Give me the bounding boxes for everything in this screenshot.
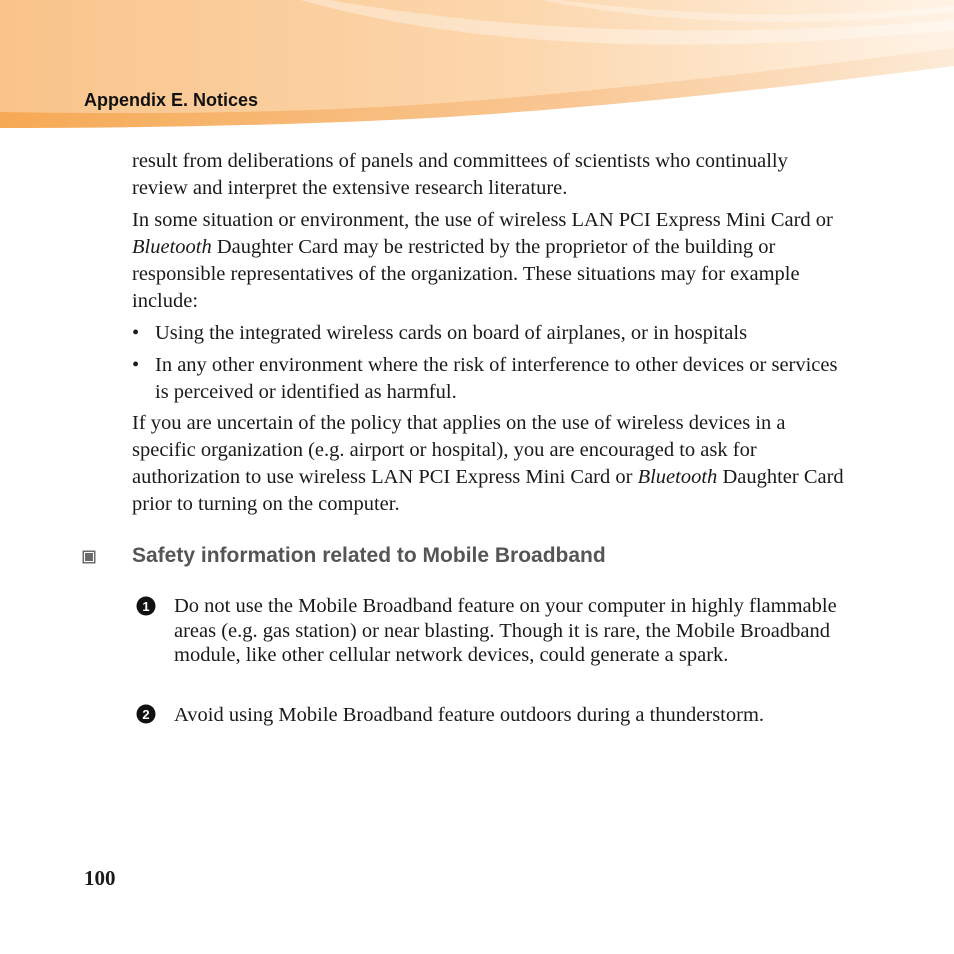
svg-text:1: 1 <box>142 599 150 614</box>
page-header-title: Appendix E. Notices <box>84 90 259 110</box>
number-one-icon <box>136 596 156 616</box>
paragraph-policy-text-1: If you are uncertain of the policy that applies on the use of wireless devices in a specific organization (e.g. airport or hospital), you are encouraged to ask for authorization to use wireless LAN PCI Express Mini Card or <box>132 412 786 488</box>
paragraph-restrictions-text-2: Daughter Card may be restricted by the proprietor of the building or responsible representatives of the organization. These situations may for example include: <box>132 236 800 312</box>
bluetooth-term: Bluetooth <box>132 236 212 258</box>
section-heading-text: Safety information related to Mobile Broadband <box>132 544 606 567</box>
list-item-text: In any other environment where the risk of interference to other devices or services is perceived or identified as harmful. <box>155 354 838 403</box>
paragraph-restrictions-text-1: In some situation or environment, the use of wireless LAN PCI Express Mini Card or <box>132 209 833 231</box>
list-item <box>132 320 852 347</box>
numbered-item-text: Do not use the Mobile Broadband feature on your computer in highly flammable areas (e.g. gas station) or near blasting. Though it is rare, the Mobile Broadband module, like other cellular network devices, could generate a spark. <box>174 595 837 666</box>
paragraph-policy <box>132 410 852 518</box>
square-bullet-icon <box>82 550 96 564</box>
bullet-icon: • <box>132 354 140 376</box>
paragraph-research: result from deliberations of panels and committees of scientists who continually review and interpret the extensive research literature. <box>132 150 788 199</box>
number-two-icon <box>136 704 156 724</box>
bluetooth-term: Bluetooth <box>637 466 718 488</box>
paragraph-policy-text-2: Daughter Card prior to turning on the computer. <box>132 466 844 515</box>
bullet-icon: • <box>132 322 140 344</box>
paragraph-restrictions <box>132 207 844 315</box>
situations-list <box>132 320 852 411</box>
list-item-text: Using the integrated wireless cards on board of airplanes, or in hospitals <box>155 322 748 344</box>
svg-text:2: 2 <box>142 707 150 722</box>
list-item <box>132 352 852 406</box>
page-number: 100 <box>84 866 116 890</box>
header-decoration <box>0 0 954 135</box>
numbered-item-text: Avoid using Mobile Broadband feature outdoors during a thunderstorm. <box>174 704 765 726</box>
